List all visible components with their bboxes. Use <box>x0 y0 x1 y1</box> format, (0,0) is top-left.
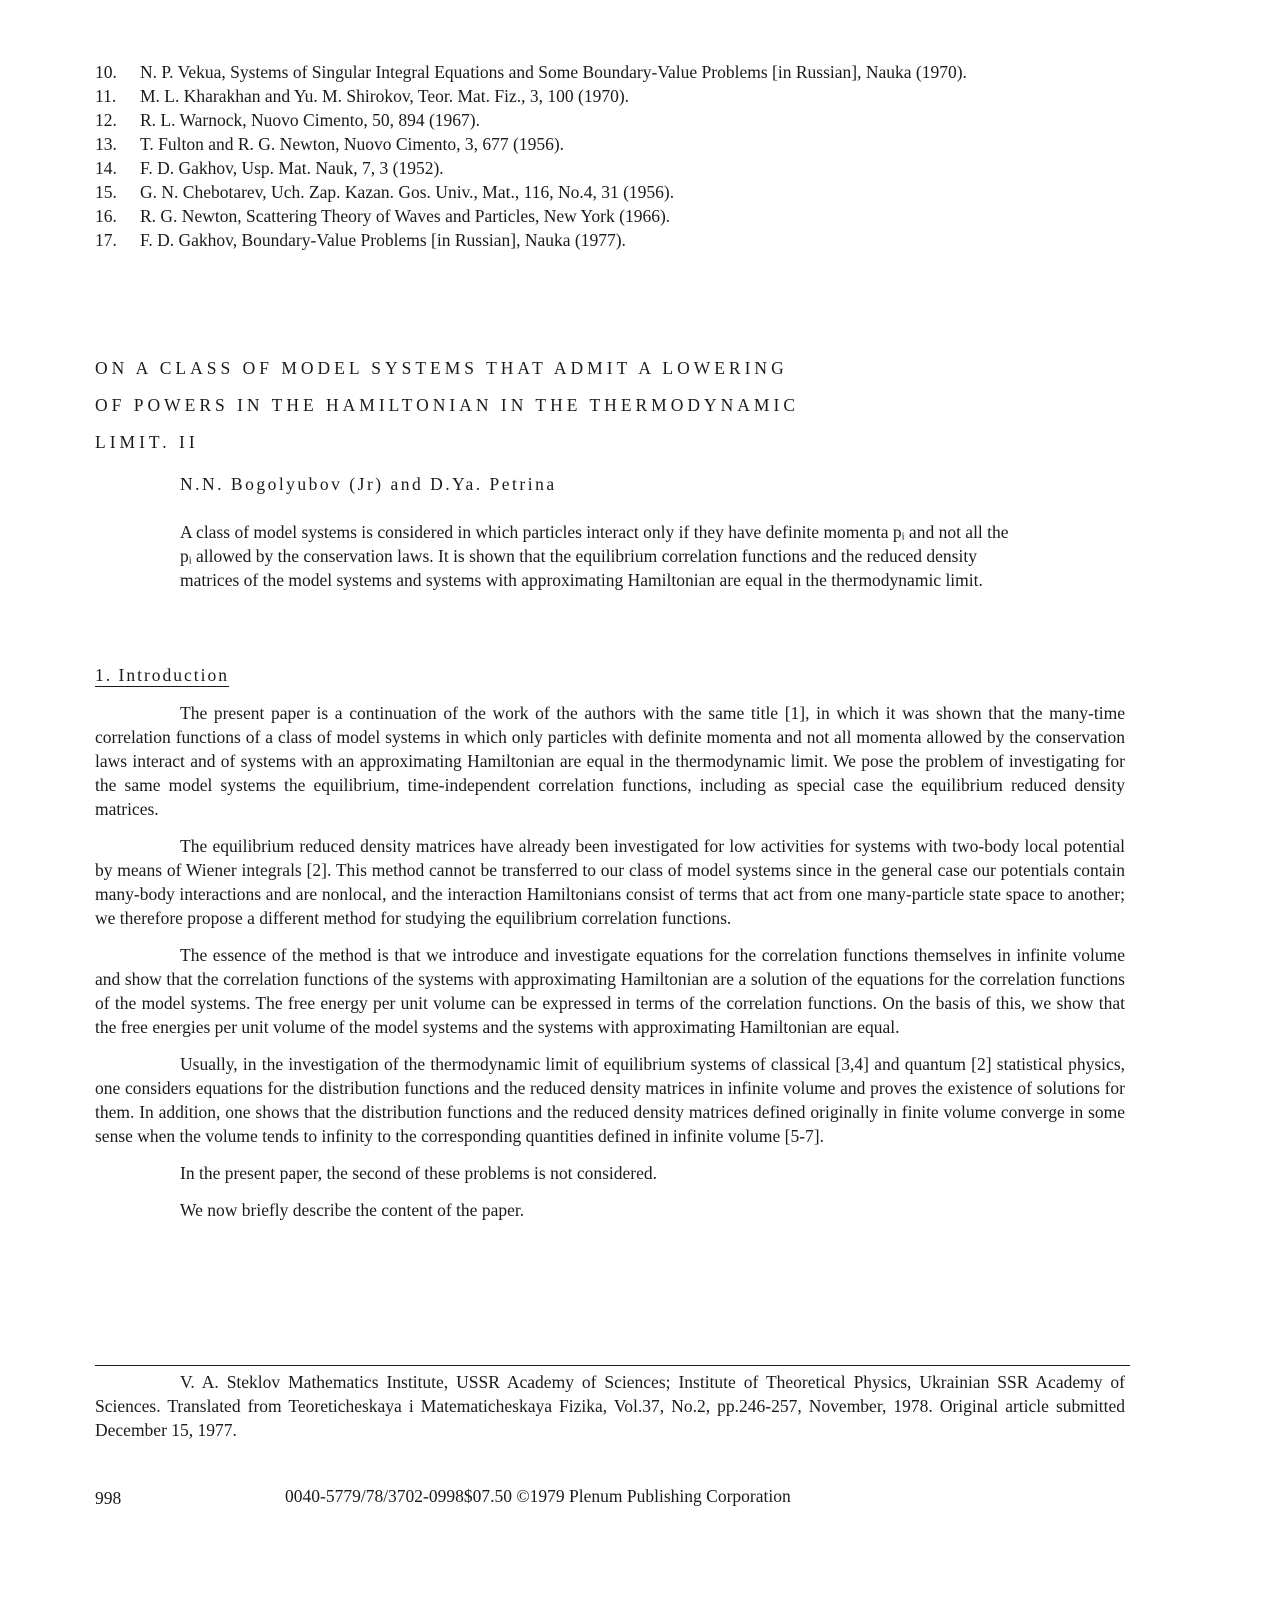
paragraph: Usually, in the investigation of the thermodynamic limit of equilibrium systems of classical [3,4] and quantum [2] statistical physics, one considers equations for the distribution functions and the reduced density matrices in infinite volume and proves the existence of solutions for them. In addition, one shows that the distribution functions and the reduced density matrices defined originally in finite volume converge in some sense when the volume tends to infinity to the corresponding quantities defined in infinite volume [5-7]. <box>95 1054 1125 1146</box>
reference-number: 17. <box>95 230 117 250</box>
title-line: LIMIT. II <box>95 432 199 452</box>
reference-number: 10. <box>95 62 117 82</box>
footnote-divider <box>95 1365 1130 1366</box>
abstract: A class of model systems is considered in which particles interact only if they have definite momenta pᵢ and not all the pᵢ allowed by the conservation laws. It is shown that the equilibrium correlation functions and the reduced density matrices of the model systems and systems with approximating Hamiltonian are equal in the thermodynamic limit. <box>180 522 1009 590</box>
reference-item <box>95 108 1155 132</box>
reference-text: T. Fulton and R. G. Newton, Nuovo Cimento, 3, 677 (1956). <box>140 134 565 154</box>
reference-number: 15. <box>95 182 117 202</box>
paragraph: The equilibrium reduced density matrices have already been investigated for low activities for systems with two-body local potential by means of Wiener integrals [2]. This method cannot be transferred to our class of model systems since in the general case our potentials contain many-body interactions and are nonlocal, and the interaction Hamiltonians consist of terms that act from one many-particle state space to another; we therefore propose a different method for studying the equilibrium correlation functions. <box>95 836 1125 928</box>
reference-item <box>95 156 1155 180</box>
reference-item <box>95 180 1155 204</box>
reference-item <box>95 84 1155 108</box>
author-line: N.N. Bogolyubov (Jr) and D.Ya. Petrina <box>180 474 557 494</box>
copyright-line: 0040-5779/78/3702-0998$07.50 ©1979 Plenum Publishing Corporation <box>285 1486 791 1506</box>
reference-number: 16. <box>95 206 117 226</box>
paper-title <box>95 350 995 461</box>
title-line: ON A CLASS OF MODEL SYSTEMS THAT ADMIT A LOWERING <box>95 358 788 378</box>
reference-text: R. G. Newton, Scattering Theory of Waves and Particles, New York (1966). <box>140 206 671 226</box>
page-number: 998 <box>95 1488 122 1508</box>
paragraph: In the present paper, the second of these problems is not considered. <box>180 1163 658 1183</box>
reference-number: 12. <box>95 110 117 130</box>
reference-text: G. N. Chebotarev, Uch. Zap. Kazan. Gos. Univ., Mat., 116, No.4, 31 (1956). <box>140 182 675 202</box>
reference-number: 14. <box>95 158 117 178</box>
reference-number: 11. <box>95 86 117 106</box>
reference-text: F. D. Gakhov, Usp. Mat. Nauk, 7, 3 (1952). <box>140 158 444 178</box>
reference-item <box>95 132 1155 156</box>
title-line: OF POWERS IN THE HAMILTONIAN IN THE THERMODYNAMIC <box>95 395 799 415</box>
body-text <box>95 701 1125 1235</box>
paragraph: The present paper is a continuation of the work of the authors with the same title [1], in which it was shown that the many-time correlation functions of a class of model systems in which only particles with definite momenta and not all momenta allowed by the conservation laws interact and of systems with an approximating Hamiltonian are equal in the thermodynamic limit. We pose the problem of investigating for the same model systems the equilibrium, time-independent correlation functions, including as special case the equilibrium reduced density matrices. <box>95 703 1125 819</box>
reference-item <box>95 60 1155 84</box>
paragraph: The essence of the method is that we introduce and investigate equations for the correlation functions themselves in infinite volume and show that the correlation functions of the systems with approximating Hamiltonian are a solution of the equations for the correlation functions of the model systems. The free energy per unit volume can be expressed in terms of the correlation functions. On the basis of this, we show that the free energies per unit volume of the model systems and the systems with approximating Hamiltonian are equal. <box>95 945 1125 1037</box>
paragraph: We now briefly describe the content of the paper. <box>180 1200 525 1220</box>
section-heading: 1. Introduction <box>95 665 230 685</box>
reference-text: N. P. Vekua, Systems of Singular Integral Equations and Some Boundary-Value Problems [in Russian], Nauka (1970). <box>140 62 967 82</box>
reference-text: R. L. Warnock, Nuovo Cimento, 50, 894 (1967). <box>140 110 480 130</box>
reference-item <box>95 204 1155 228</box>
reference-list <box>95 60 1155 252</box>
reference-text: M. L. Kharakhan and Yu. M. Shirokov, Teor. Mat. Fiz., 3, 100 (1970). <box>140 86 630 106</box>
reference-text: F. D. Gakhov, Boundary-Value Problems [in Russian], Nauka (1977). <box>140 230 626 250</box>
reference-number: 13. <box>95 134 117 154</box>
footnote: V. A. Steklov Mathematics Institute, USSR Academy of Sciences; Institute of Theoretical Physics, Ukrainian SSR Academy of Sciences. Translated from Teoreticheskaya i Matematicheskaya Fizika, Vol.37, No.2, pp.246-257, November, 1978. Original article submitted December 15, 1977. <box>95 1372 1125 1440</box>
reference-item <box>95 228 1155 252</box>
